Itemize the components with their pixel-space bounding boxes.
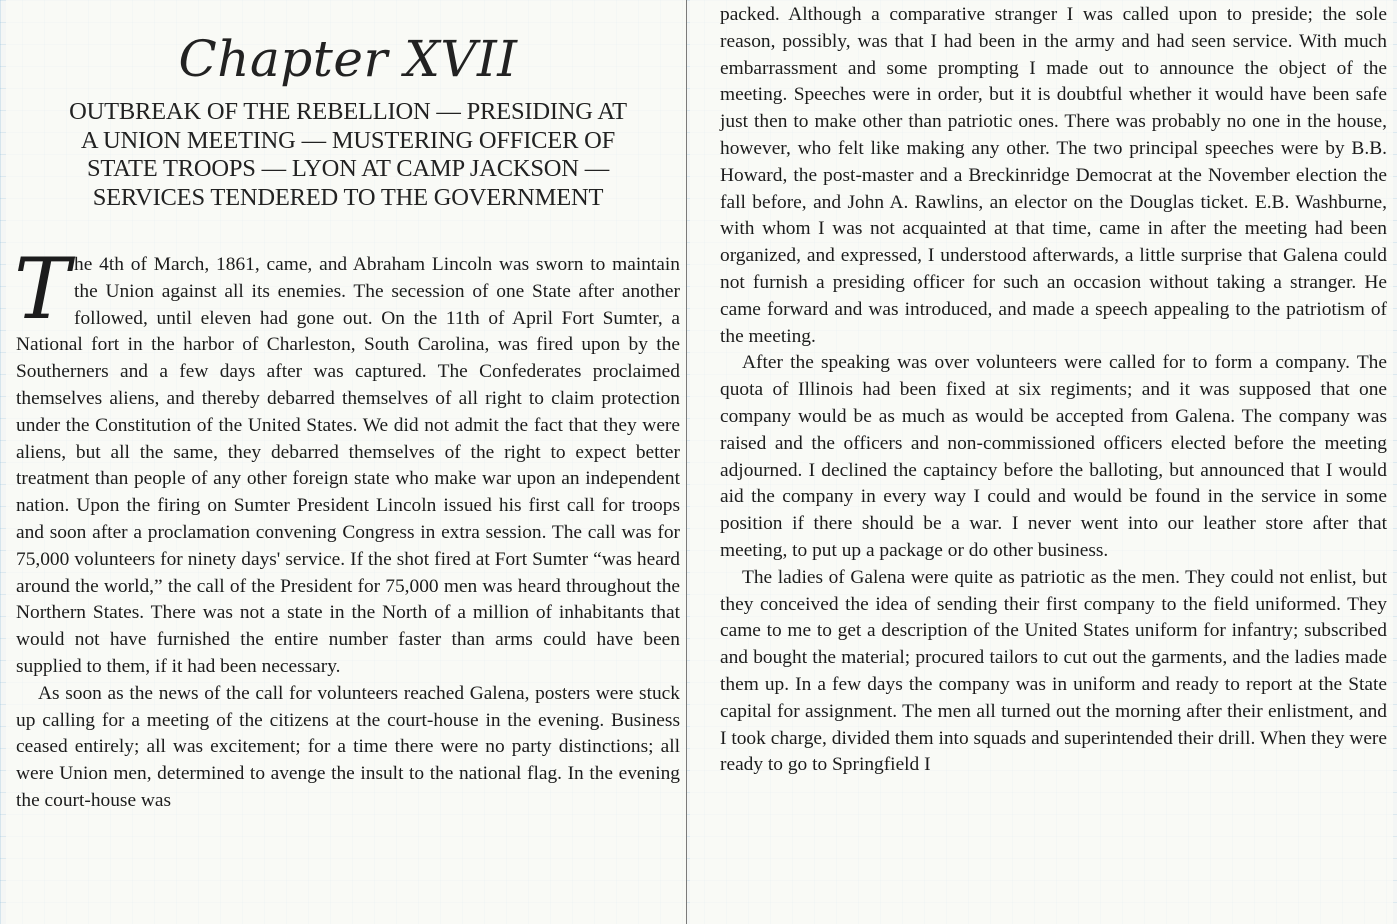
paragraph: packed. Although a comparative stranger I was called upon to preside; the sole reason, possibly, was that I had been in the army and had seen service. With much embarrassment and some prompting I made out to announce the object of the meeting. Speeches were in order, but it is doubtful whether it would have been safe just then to make other than patriotic ones. There was probably no one in the house, however, who felt like making any other. The two principal speeches were by B.B. Howard, the post-master and a Breckinridge Democrat at the November election the fall before, and John A. Rawlins, an elector on the Douglas ticket. E.B. Washburne, with whom I was not acquainted at that time, came in after the meeting had been organized, and expressed, I understood afterwards, a little surprise that Galena could not furnish a presiding officer for such an occasion without taking a stranger. He came forward and was introduced, and made a speech appealing to the patriotism of the meeting. [720, 4, 1387, 347]
chapter-title: Chapter XVII [178, 30, 518, 88]
left-column [6, 0, 686, 924]
paragraph: The ladies of Galena were quite as patriotic as the men. They could not enlist, but they conceived the idea of sending their first company to the field uniformed. They came to me to get a description of the United States uniform for infantry; subscribed and bought the material; procured tailors to cut out the garments, and the ladies made them up. In a few days the company was in uniform and ready to report at the State capital for assignment. The men all turned out the morning after their enlistment, and I took charge, divided them into squads and superintended their drill. When they were ready to go to Springfield I [720, 566, 1387, 776]
paragraph: As soon as the news of the call for volunteers reached Galena, posters were stuck up calling for a meeting of the citizens at the court-house in the evening. Business ceased entirely; all was excitement; for a time there were no party distinctions; all were Union men, determined to avenge the insult to the national flag. In the evening the court-house was [16, 682, 680, 811]
drop-cap: T [14, 240, 71, 338]
paragraph-text: he 4th of March, 1861, came, and Abraham Lincoln was sworn to maintain the Union against all its enemies. The secession of one State after another followed, until eleven had gone out. On the 11th of April Fort Sumter, a National fort in the harbor of Charleston, South Carolina, was fired upon by the Southerners and a few days after was captured. The Confederates proclaimed themselves aliens, and thereby debarred themselves of all right to claim protection under the Constitution of the United States. We did not admit the fact that they were aliens, but all the same, they debarred themselves of the right to expect better treatment than people of any other foreign state who make war upon an independent nation. Upon the firing on Sumter President Lincoln issued his first call for troops and soon after a proclamation convening Congress in extra session. The call was for 75,000 volunteers for ninety days' service. If the shot fired at Fort Sumter “was heard around the world,” the call of the President for 75,000 men was heard throughout the Northern States. There was not a state in the North of a million of inhabitants that would not have furnished the entire number faster than arms could have been supplied to them, if it had been necessary. [16, 254, 680, 677]
subtitle-line: OUTBREAK OF THE REBELLION — PRESIDING AT [69, 98, 627, 125]
subtitle-line: A UNION MEETING — MUSTERING OFFICER OF [80, 126, 616, 154]
paragraph [14, 240, 680, 681]
paragraph: After the speaking was over volunteers were called for to form a company. The quota of Illinois had been fixed at six regiments; and it was supposed that one company would be as much as would be accepted from Galena. The company was raised and the officers and non-commissioned officers elected before the meeting adjourned. I declined the captaincy before the balloting, but announced that I would aid the company in every way I could and would be found in the service in some position if there should be a war. I never went into our leather store after that meeting, to put up a package or do other business. [720, 352, 1387, 561]
right-column [690, 0, 1393, 924]
subtitle-line: STATE TROOPS — LYON AT CAMP JACKSON — [86, 155, 610, 182]
subtitle-line: SERVICES TENDERED TO THE GOVERNMENT [92, 183, 604, 211]
column-divider [686, 0, 687, 924]
chapter-subtitle [16, 98, 680, 212]
